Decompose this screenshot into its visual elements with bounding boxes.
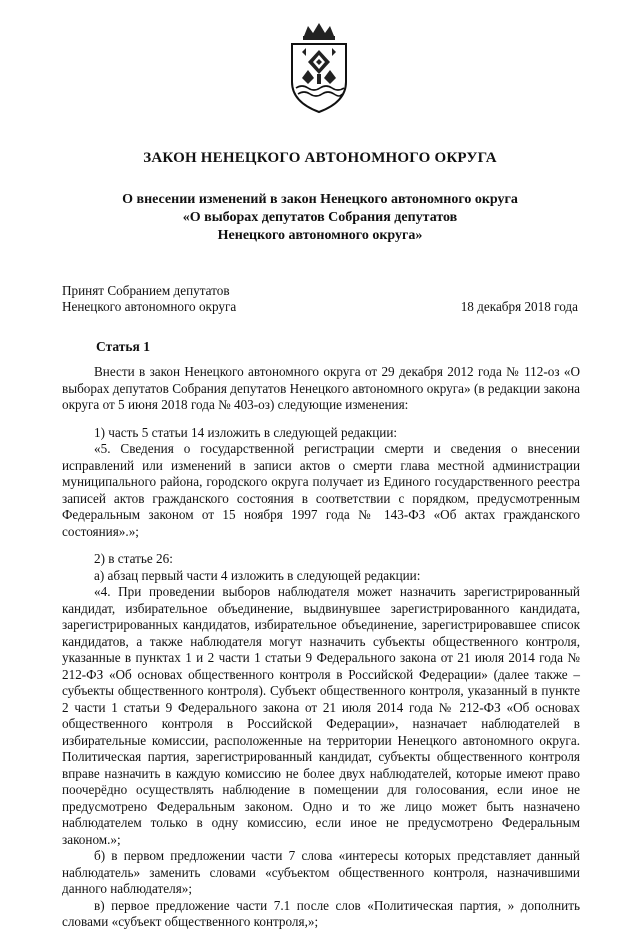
- paragraph: б) в первом предложении части 7 слова «интересы которых представляет данный наблюдатель» заменить словами «субъектом общественного контроля, назначившими данного наблюдателя»;: [62, 848, 580, 896]
- adoption-date: 18 декабря 2018 года: [460, 299, 578, 314]
- paragraph: а) абзац первый части 4 изложить в следующей редакции:: [94, 567, 421, 583]
- paragraph: «5. Сведения о государственной регистрации смерти и сведения о внесении исправлений или изменений в записи актов о смерти глава местной администрации муниципального района, городского округа получает из Единого государственного реестра записей актов гражданского состояния в соответствии с порядком, предусмотренным Федеральным законом от 15 ноября 1997 года № 143-ФЗ «Об актах гражданского состояния».»;: [62, 441, 580, 539]
- paragraph: в) первое предложение части 7.1 после слов «Политическая партия, » дополнить словами «субъект общественного контроля,»;: [62, 897, 580, 929]
- paragraph: «4. При проведении выборов наблюдателя может назначить зарегистрированный кандидат, избирательное объединение, выдвинувшее зарегистрированного кандидата, зарегистрированных кандидатов, избирательное объединение, зарегистрировавшее список кандидатов, а также наблюдателя могут назначить субъекты общественного контроля, указанные в пунктах 1 и 2 части 1 статьи 9 Федерального закона от 21 июля 2014 года № 212-ФЗ «Об основах общественного контроля в Российской Федерации» (далее также – субъекты общественного контроля). Субъект общественного контроля, указанный в пункте 2 части 1 статьи 9 Федерального закона от 21 июля 2014 года № 212-ФЗ «Об основах общественного контроля в Российской Федерации», назначает наблюдателей в избирательные комиссии, расположенные на территории Ненецкого автономного округа. Политическая партия, зарегистрированный кандидат, субъекты общественного контроля вправе назначить в каждую комиссию не более двух наблюдателей, которые имеют право поочерёдно осуществлять наблюдение в помещении для голосования, если иное не предусмотрено Федеральным законом. Одно и то же лицо может быть назначено наблюдателем только в одну комиссию, если иное не предусмотрено Федеральным законом.»;: [62, 584, 580, 847]
- paragraph: 2) в статье 26:: [94, 551, 173, 566]
- article-body: [62, 364, 580, 931]
- paragraph: 1) часть 5 статьи 14 изложить в следующей редакции:: [94, 424, 398, 440]
- subtitle-line-3: Ненецкого автономного округа»: [217, 228, 423, 243]
- subtitle-line-1: О внесении изменений в закон Ненецкого автономного округа: [122, 192, 518, 207]
- article-heading: Статья 1: [96, 339, 150, 354]
- law-title: ЗАКОН НЕНЕЦКОГО АВТОНОМНОГО ОКРУГА: [143, 150, 497, 166]
- adoption-line-2: Ненецкого автономного округа: [62, 299, 237, 314]
- coat-of-arms-icon: [284, 22, 354, 114]
- paragraph: Внести в закон Ненецкого автономного округа от 29 декабря 2012 года № 112-оз «О выборах депутатов Собрания депутатов Ненецкого автономного округа» (в редакции закона округа от 5 июня 2018 года № 403-оз) следующие изменения:: [62, 364, 580, 412]
- subtitle-line-2: «О выборах депутатов Собрания депутатов: [182, 210, 458, 225]
- adoption-block: [62, 283, 236, 315]
- adoption-line-1: Принят Собранием депутатов: [62, 283, 230, 298]
